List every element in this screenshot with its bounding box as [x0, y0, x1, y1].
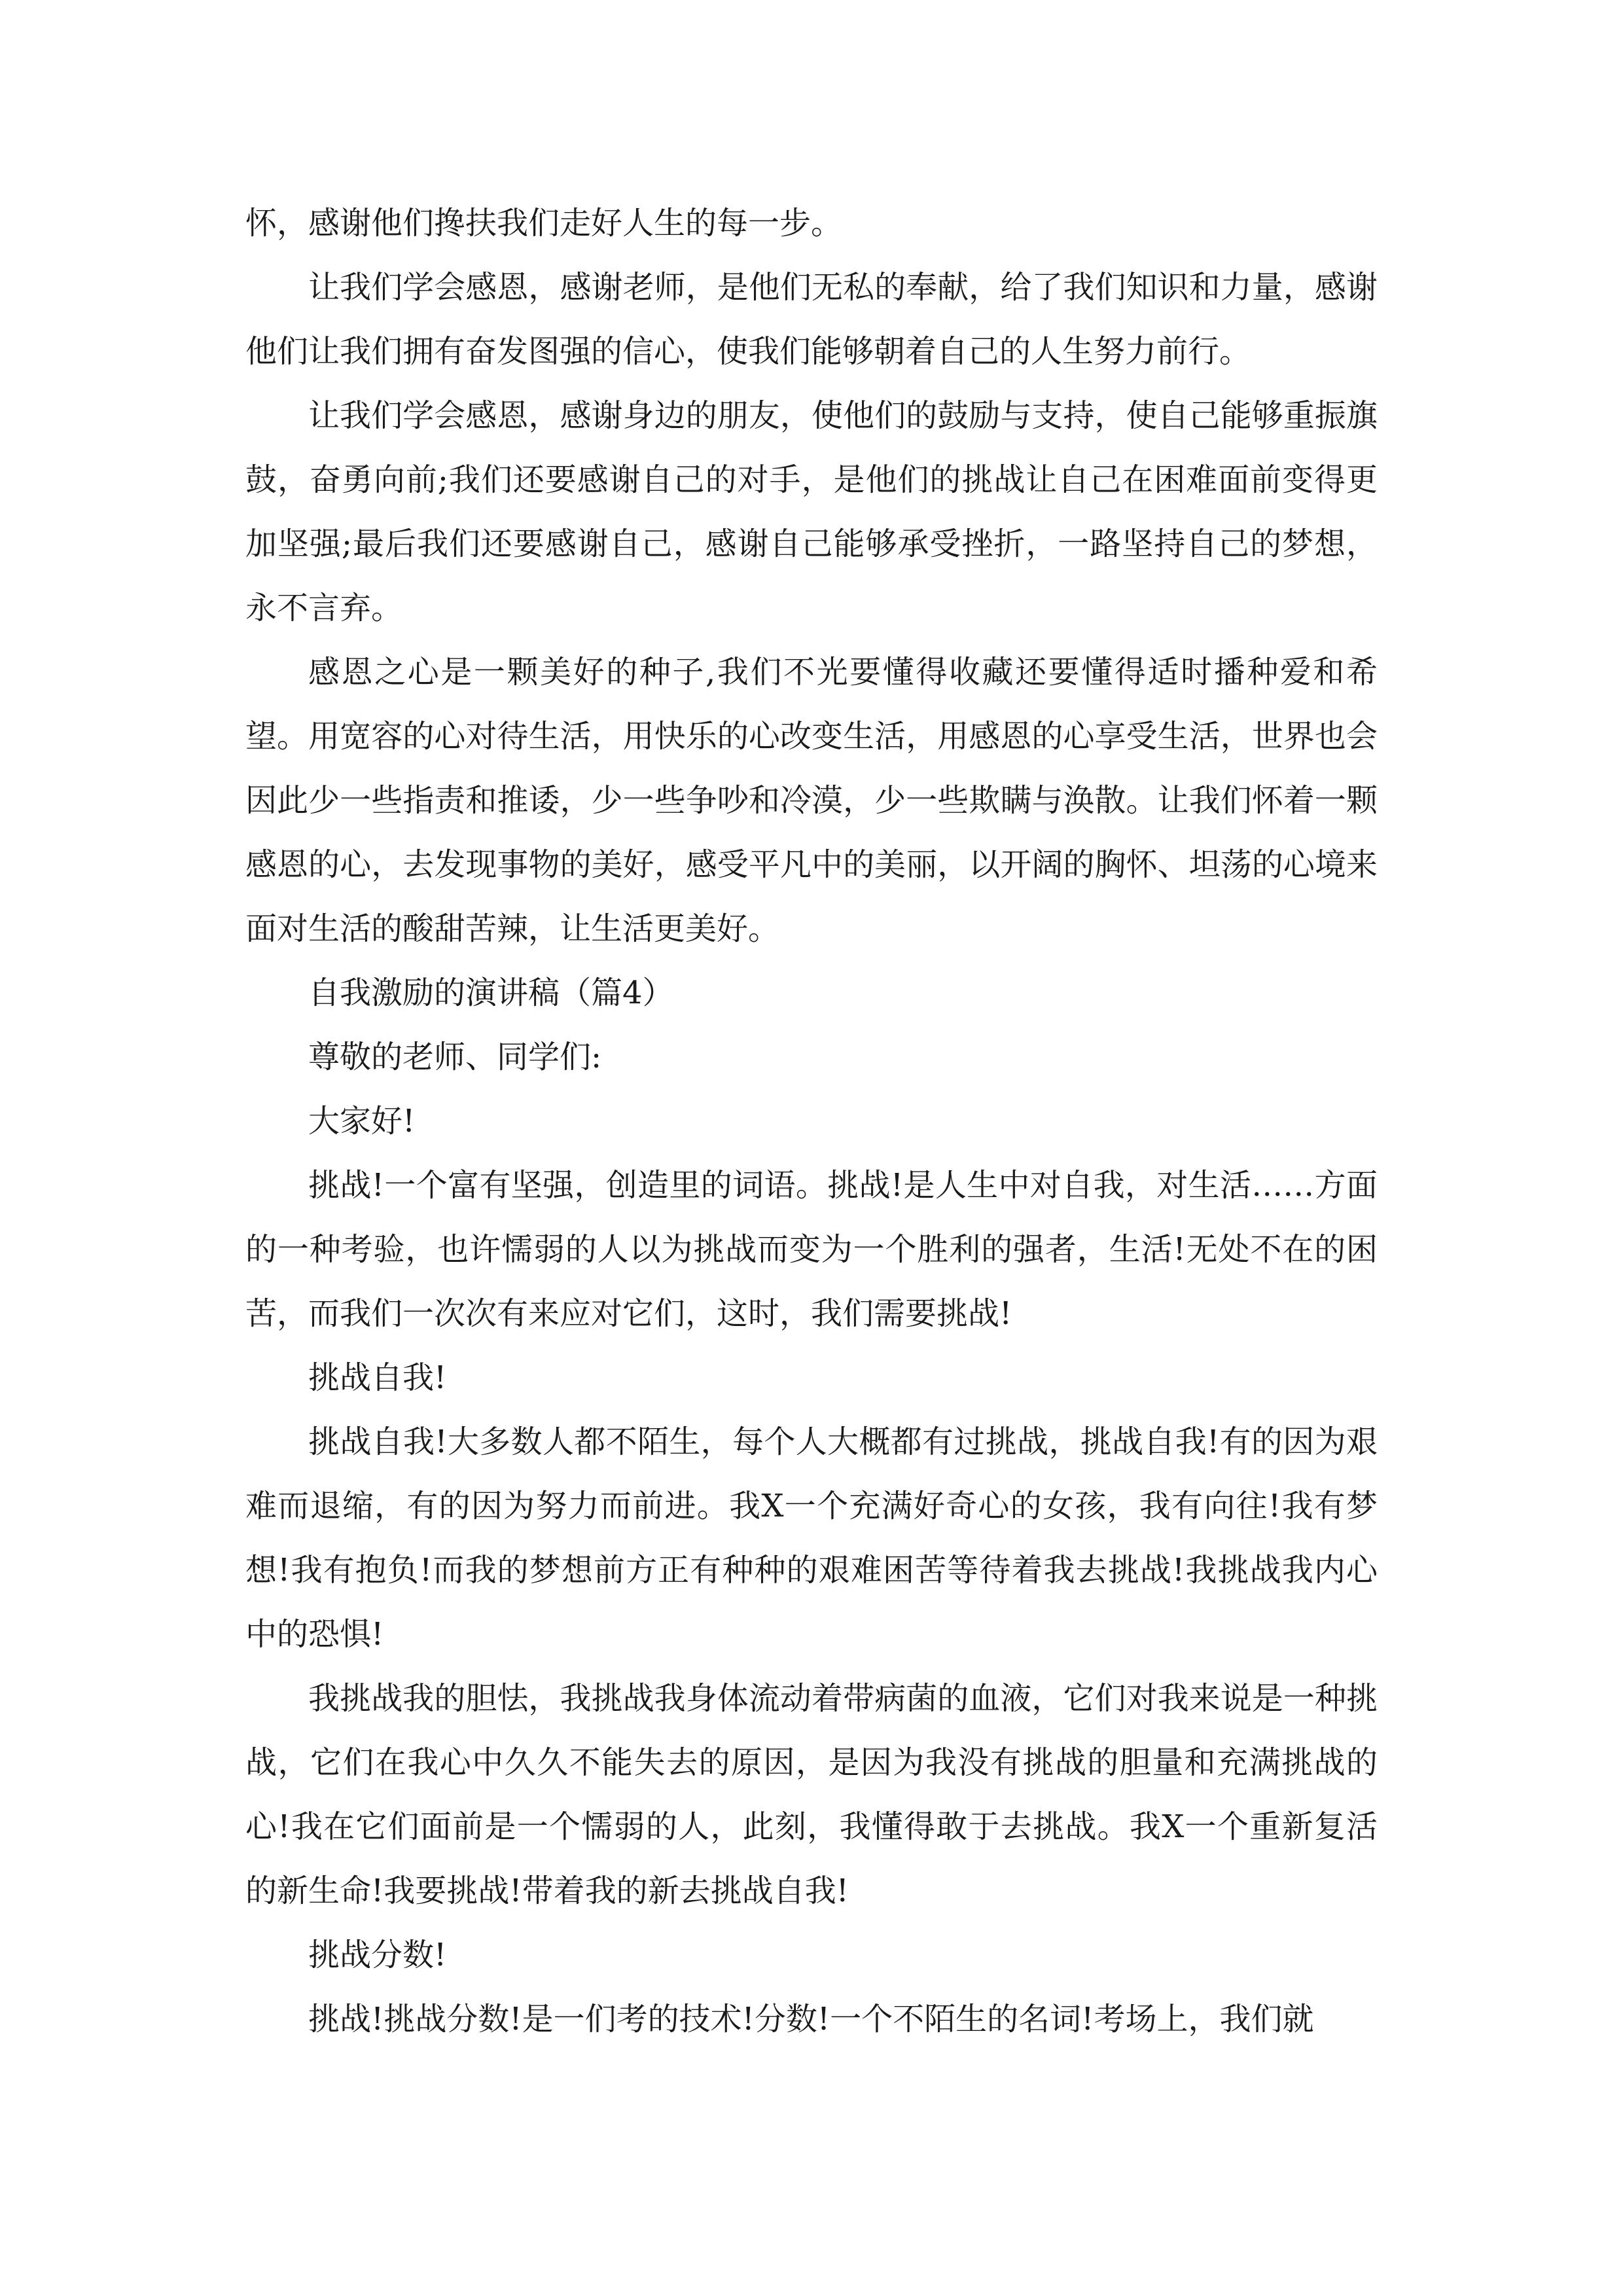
- paragraph-continuation: 怀，感谢他们搀扶我们走好人生的每一步。: [245, 205, 843, 242]
- document-page: [245, 191, 1378, 2051]
- section-heading: 自我激励的演讲稿（篇4）: [308, 975, 674, 1011]
- paragraph-grateful-heart: 感恩之心是一颗美好的种子,我们不光要懂得收藏还要懂得适时播种爱和希望。用宽容的心对待生活，用快乐的心改变生活，用感恩的心享受生活，世界也会因此少一些指责和推诿，少一些争吵和冷漠，少一些欺瞒与涣散。让我们怀着一颗感恩的心，去发现事物的美好，感受平凡中的美丽，以开阔的胸怀、坦荡的心境来面对生活的酸甜苦辣，让生活更美好。: [245, 654, 1378, 947]
- paragraph-challenge-score: 挑战!挑战分数!是一们考的技术!分数!一个不陌生的名词!考场上，我们就: [308, 2001, 1314, 2037]
- salutation: 尊敬的老师、同学们:: [308, 1039, 602, 1075]
- subheading-challenge-self: 挑战自我!: [308, 1359, 447, 1396]
- paragraph-challenge: 挑战!一个富有坚强，创造里的词语。挑战!是人生中对自我，对生活……方面的一种考验，也许懦弱的人以为挑战而变为一个胜利的强者，生活!无处不在的困苦，而我们一次次有来应对它们，这时，我们需要挑战!: [245, 1167, 1378, 1332]
- subheading-challenge-score: 挑战分数!: [308, 1937, 447, 1973]
- greeting: 大家好!: [308, 1103, 416, 1139]
- paragraph-thank-friends: 让我们学会感恩，感谢身边的朋友，使他们的鼓励与支持，使自己能够重振旗鼓，奋勇向前;我们还要感谢自己的对手，是他们的挑战让自己在困难面前变得更加坚强;最后我们还要感谢自己，感谢自己能够承受挫折，一路坚持自己的梦想，永不言弃。: [245, 397, 1378, 626]
- paragraph-challenge-self: 挑战自我!大多数人都不陌生，每个人大概都有过挑战，挑战自我!有的因为艰难而退缩，有的因为努力而前进。我X一个充满好奇心的女孩，我有向往!我有梦想!我有抱负!而我的梦想前方正有种种的艰难困苦等待着我去挑战!我挑战我内心中的恐惧!: [245, 1424, 1378, 1653]
- paragraph-challenge-fear: 我挑战我的胆怯，我挑战我身体流动着带病菌的血液，它们对我来说是一种挑战，它们在我心中久久不能失去的原因，是因为我没有挑战的胆量和充满挑战的心!我在它们面前是一个懦弱的人，此刻，我懂得敢于去挑战。我X一个重新复活的新生命!我要挑战!带着我的新去挑战自我!: [245, 1680, 1378, 1909]
- paragraph-thank-teachers: 让我们学会感恩，感谢老师，是他们无私的奉献，给了我们知识和力量，感谢他们让我们拥有奋发图强的信心，使我们能够朝着自己的人生努力前行。: [245, 269, 1378, 370]
